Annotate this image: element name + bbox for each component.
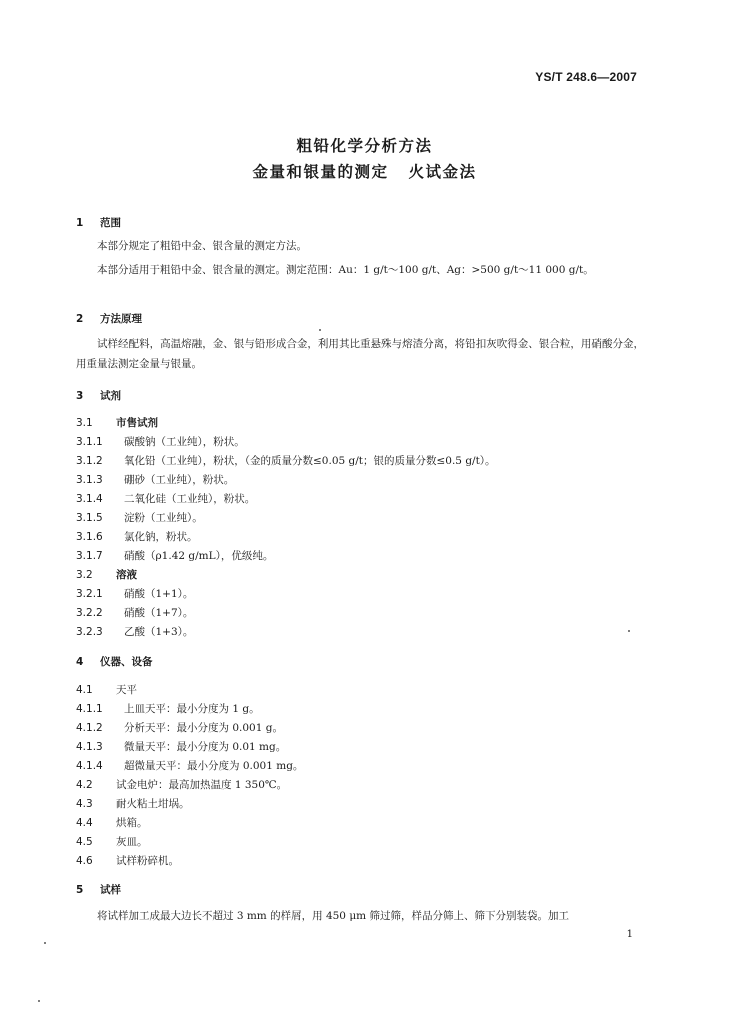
section-1-para-1: 本部分规定了粗铅中金、银含量的测定方法。 bbox=[97, 240, 307, 252]
list-item: 3.2.2 硝酸（1+7）。 bbox=[76, 607, 194, 619]
list-item: 3.1.2 氧化铅（工业纯），粉状，（金的质量分数≤0.05 g/t；银的质量分数≤0.5 g/t）。 bbox=[76, 455, 496, 467]
list-item: 3.2.1 硝酸（1+1）。 bbox=[76, 588, 194, 600]
document-title: 粗铅化学分析方法 bbox=[296, 137, 433, 155]
list-item: 4.4 烘箱。 bbox=[76, 817, 148, 829]
list-item: 3.1.4 二氧化硅（工业纯），粉状。 bbox=[76, 493, 256, 505]
scan-speck bbox=[319, 329, 321, 331]
list-item: 4.1.1 上皿天平：最小分度为 1 g。 bbox=[76, 703, 260, 715]
section-4-heading: 4 仪器、设备 bbox=[76, 656, 153, 668]
list-item: 3.2 溶液 bbox=[76, 569, 137, 581]
list-item: 4.1 天平 bbox=[76, 684, 137, 696]
section-2-heading: 2 方法原理 bbox=[76, 313, 142, 325]
subtitle-part-1: 金量和银量的测定 bbox=[252, 163, 389, 181]
list-item: 3.1.7 硝酸（ρ1.42 g/mL），优级纯。 bbox=[76, 550, 274, 562]
list-item: 3.2.3 乙酸（1+3）。 bbox=[76, 626, 194, 638]
list-item: 3.1.5 淀粉（工业纯）。 bbox=[76, 512, 203, 524]
section-5-para-1: 将试样加工成最大边长不超过 3 mm 的样屑，用 450 μm 筛过筛，样品分筛上、筛下分别装袋。加工 bbox=[97, 910, 569, 922]
section-3-heading: 3 试剂 bbox=[76, 390, 121, 402]
scan-speck bbox=[38, 1000, 40, 1002]
list-item: 3.1.3 硼砂（工业纯），粉状。 bbox=[76, 474, 235, 486]
list-item: 4.2 试金电炉：最高加热温度 1 350℃。 bbox=[76, 779, 288, 791]
list-item: 4.1.2 分析天平：最小分度为 0.001 g。 bbox=[76, 722, 283, 734]
scan-speck bbox=[628, 630, 630, 632]
list-item: 4.5 灰皿。 bbox=[76, 836, 148, 848]
scan-speck bbox=[44, 942, 46, 944]
list-item: 3.1 市售试剂 bbox=[76, 417, 158, 429]
list-item: 4.1.3 微量天平：最小分度为 0.01 mg。 bbox=[76, 741, 287, 753]
section-1-para-2: 本部分适用于粗铅中金、银含量的测定。测定范围：Au：1 g/t～100 g/t、Ag：>500 g/t～11 000 g/t。 bbox=[97, 264, 594, 276]
list-item: 3.1.1 碳酸钠（工业纯），粉状。 bbox=[76, 436, 245, 448]
standard-code: YS/T 248.6—2007 bbox=[535, 70, 637, 84]
list-item: 4.1.4 超微量天平：最小分度为 0.001 mg。 bbox=[76, 760, 304, 772]
document-subtitle bbox=[0, 160, 729, 182]
list-item: 3.1.6 氯化钠，粉状。 bbox=[76, 531, 198, 543]
section-5-heading: 5 试样 bbox=[76, 884, 121, 896]
list-item: 4.6 试样粉碎机。 bbox=[76, 855, 179, 867]
subtitle-part-2: 火试金法 bbox=[408, 163, 477, 181]
page-number: 1 bbox=[626, 929, 633, 940]
list-item: 4.3 耐火粘土坩埚。 bbox=[76, 798, 190, 810]
section-1-heading: 1 范围 bbox=[76, 217, 121, 229]
section-2-para-1: 试样经配料，高温熔融，金、银与铅形成合金，利用其比重悬殊与熔渣分离，将铅扣灰吹得金、银合粒，用硝酸分金，用重量法测定金量与银量。 bbox=[76, 338, 644, 370]
